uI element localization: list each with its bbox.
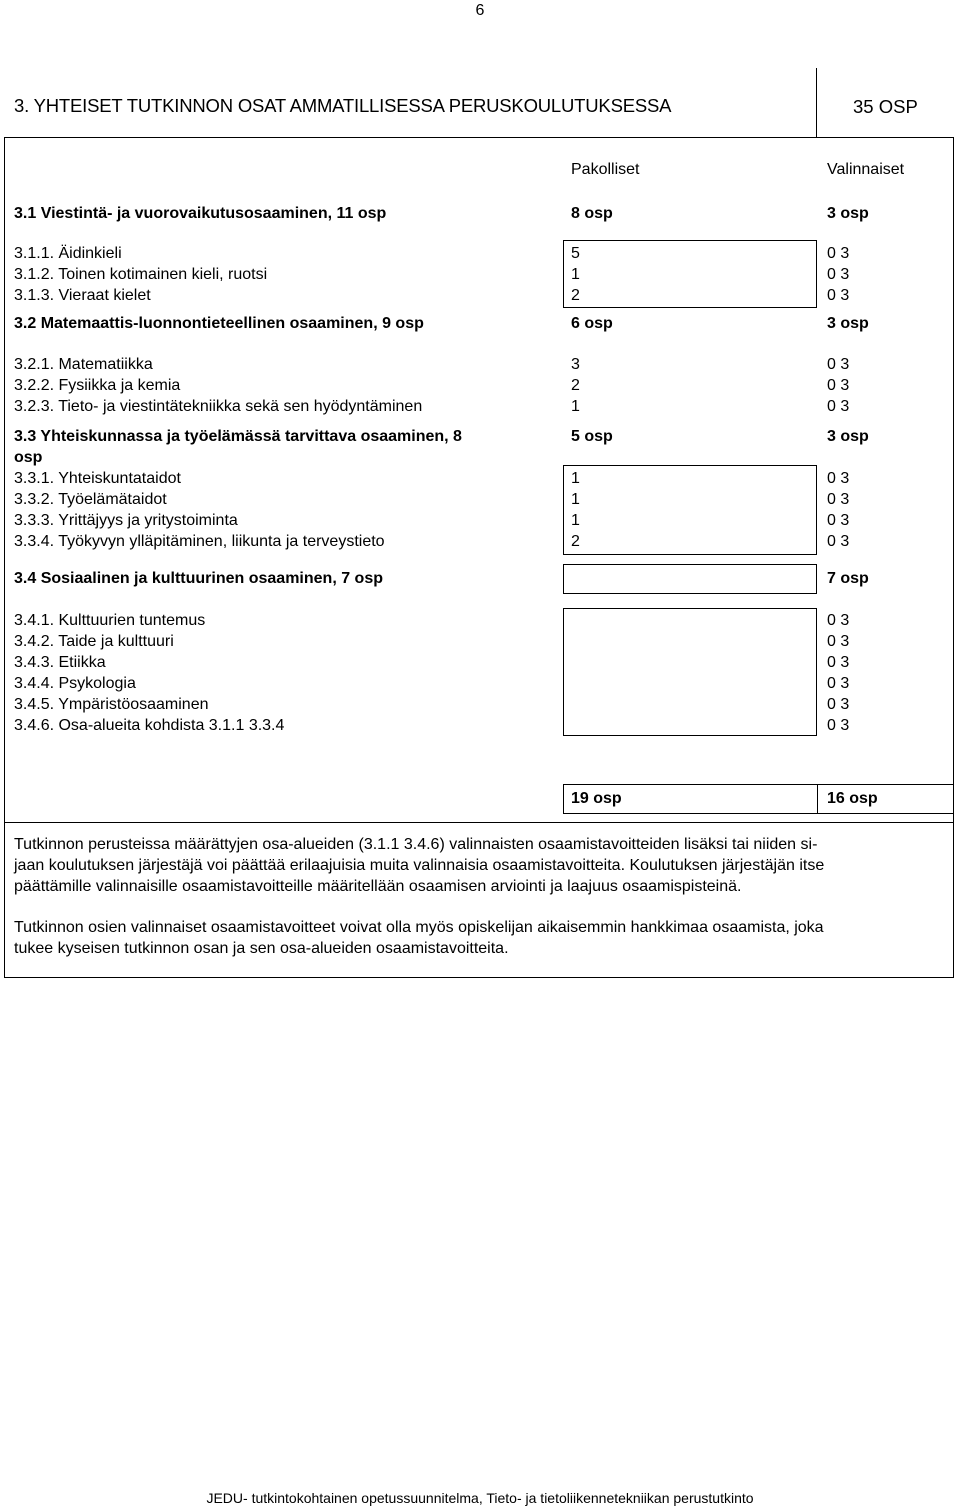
item-label: 3.4.3. Etiikka	[14, 654, 106, 671]
section-33-heading	[14, 426, 462, 468]
mandatory-value: 1	[571, 491, 580, 508]
item-label: 3.2.1. Matematiikka	[14, 356, 153, 373]
item-label: 3.2.2. Fysiikka ja kemia	[14, 377, 181, 394]
item-label: 3.4.4. Psykologia	[14, 675, 136, 692]
mandatory-value: 5	[571, 245, 580, 262]
section-33-labels	[14, 468, 385, 552]
mandatory-value: 1	[571, 398, 580, 415]
optional-value: 0 3	[827, 398, 850, 415]
section-31-mandatory-values	[571, 243, 580, 306]
section-33-mandatory-values	[571, 468, 580, 552]
section-32-mandatory: 6 osp	[571, 315, 613, 332]
optional-value: 0 3	[827, 491, 850, 508]
item-label: 3.1.1. Äidinkieli	[14, 245, 122, 262]
item-label: 3.4.6. Osa-alueita kohdista 3.1.1 3.3.4	[14, 717, 285, 734]
mandatory-value: 2	[571, 287, 580, 304]
column-header-optional: Valinnaiset	[827, 161, 905, 178]
paragraph-line: Tutkinnon osien valinnaiset osaamistavoitteet voivat olla myös opiskelijan aikaisemmin hankkimaa osaamista, joka	[14, 919, 824, 936]
section-32-optional-values	[827, 354, 849, 417]
optional-value: 0 3	[827, 633, 850, 650]
optional-value: 0 3	[827, 654, 850, 671]
page-footer: JEDU- tutkintokohtainen opetussuunnitelma, Tieto- ja tietoliikennetekniikan perustutkinto	[206, 1490, 754, 1506]
totals-box	[563, 784, 954, 814]
title-osp: 35 OSP	[853, 96, 918, 117]
optional-value: 0 3	[827, 512, 850, 529]
section-33-optional-values	[827, 468, 849, 552]
item-label: 3.4.1. Kulttuurien tuntemus	[14, 612, 206, 629]
total-mandatory: 19 osp	[571, 790, 622, 807]
paragraph-line: Tutkinnon perusteissa määrättyjen osa-alueiden (3.1.1 3.4.6) valinnaisten osaamistavoitteiden lisäksi tai niiden si-	[14, 836, 818, 853]
title-row	[4, 68, 954, 138]
item-label: 3.3.4. Työkyvyn ylläpitäminen, liikunta ja terveystieto	[14, 533, 385, 550]
section-33-mandatory: 5 osp	[571, 428, 613, 445]
mandatory-value: 1	[571, 266, 580, 283]
item-label: 3.4.2. Taide ja kulttuuri	[14, 633, 174, 650]
page-title: 3. YHTEISET TUTKINNON OSAT AMMATILLISESSA PERUSKOULUTUKSESSA	[14, 95, 672, 116]
paragraph-2	[14, 917, 934, 959]
section-31-labels	[14, 243, 267, 306]
optional-value: 0 3	[827, 675, 850, 692]
section-31-optional: 3 osp	[827, 205, 869, 222]
optional-value: 0 3	[827, 612, 850, 629]
section-32-optional: 3 osp	[827, 315, 869, 332]
item-label: 3.3.3. Yrittäjyys ja yritystoiminta	[14, 512, 238, 529]
section-34-heading: 3.4 Sosiaalinen ja kulttuurinen osaaminen, 7 osp	[14, 570, 383, 587]
optional-value: 0 3	[827, 266, 850, 283]
section-31-mandatory-box	[563, 240, 817, 308]
section-34-mandatory-empty-box	[563, 608, 817, 736]
section-32-labels	[14, 354, 422, 417]
item-label: 3.1.2. Toinen kotimainen kieli, ruotsi	[14, 266, 268, 283]
paragraph-divider	[4, 822, 954, 823]
title-divider	[816, 68, 817, 138]
item-label: 3.1.3. Vieraat kielet	[14, 287, 151, 304]
mandatory-value: 3	[571, 356, 580, 373]
section-31-optional-values	[827, 243, 849, 306]
optional-value: 0 3	[827, 287, 850, 304]
section-34-mandatory-empty-cell	[563, 564, 817, 594]
section-33-optional: 3 osp	[827, 428, 869, 445]
mandatory-value: 1	[571, 512, 580, 529]
section-34-labels	[14, 610, 284, 736]
mandatory-value: 1	[571, 470, 580, 487]
optional-value: 0 3	[827, 696, 850, 713]
optional-value: 0 3	[827, 356, 850, 373]
paragraph-1	[14, 834, 934, 897]
item-label: 3.3.2. Työelämätaidot	[14, 491, 167, 508]
section-32-heading: 3.2 Matemaattis-luonnontieteellinen osaaminen, 9 osp	[14, 315, 424, 332]
item-label: 3.4.5. Ympäristöosaaminen	[14, 696, 209, 713]
section-33-heading-line: osp	[14, 449, 43, 466]
paragraph-line: päättämille valinnaisille osaamistavoitteille määritellään osaamisen arviointi ja laajuus osaamispisteinä.	[14, 878, 742, 895]
section-34-optional-values	[827, 610, 849, 736]
section-31-heading: 3.1 Viestintä- ja vuorovaikutusosaaminen, 11 osp	[14, 205, 387, 222]
paragraph-line: jaan koulutuksen järjestäjä voi päättää erilaajuisia muita valinnaisia osaamistavoitteita. Koulutuksen järjestäjän itse	[14, 857, 825, 874]
section-33-mandatory-box	[563, 465, 817, 555]
optional-value: 0 3	[827, 717, 850, 734]
paragraph-line: tukee kyseisen tutkinnon osan ja sen osa-alueiden osaamistavoitteita.	[14, 940, 509, 957]
item-label: 3.2.3. Tieto- ja viestintätekniikka sekä sen hyödyntäminen	[14, 398, 423, 415]
section-33-heading-line: 3.3 Yhteiskunnassa ja työelämässä tarvittava osaaminen, 8	[14, 428, 462, 445]
item-label: 3.3.1. Yhteiskuntataidot	[14, 470, 181, 487]
section-34-optional: 7 osp	[827, 570, 869, 587]
optional-value: 0 3	[827, 470, 850, 487]
section-31-mandatory: 8 osp	[571, 205, 613, 222]
section-32-mandatory-values	[571, 354, 580, 417]
totals-divider	[817, 785, 818, 813]
optional-value: 0 3	[827, 245, 850, 262]
optional-value: 0 3	[827, 377, 850, 394]
mandatory-value: 2	[571, 377, 580, 394]
total-optional: 16 osp	[827, 790, 878, 807]
page-number: 6	[475, 2, 485, 19]
mandatory-value: 2	[571, 533, 580, 550]
column-header-mandatory: Pakolliset	[571, 161, 640, 178]
optional-value: 0 3	[827, 533, 850, 550]
